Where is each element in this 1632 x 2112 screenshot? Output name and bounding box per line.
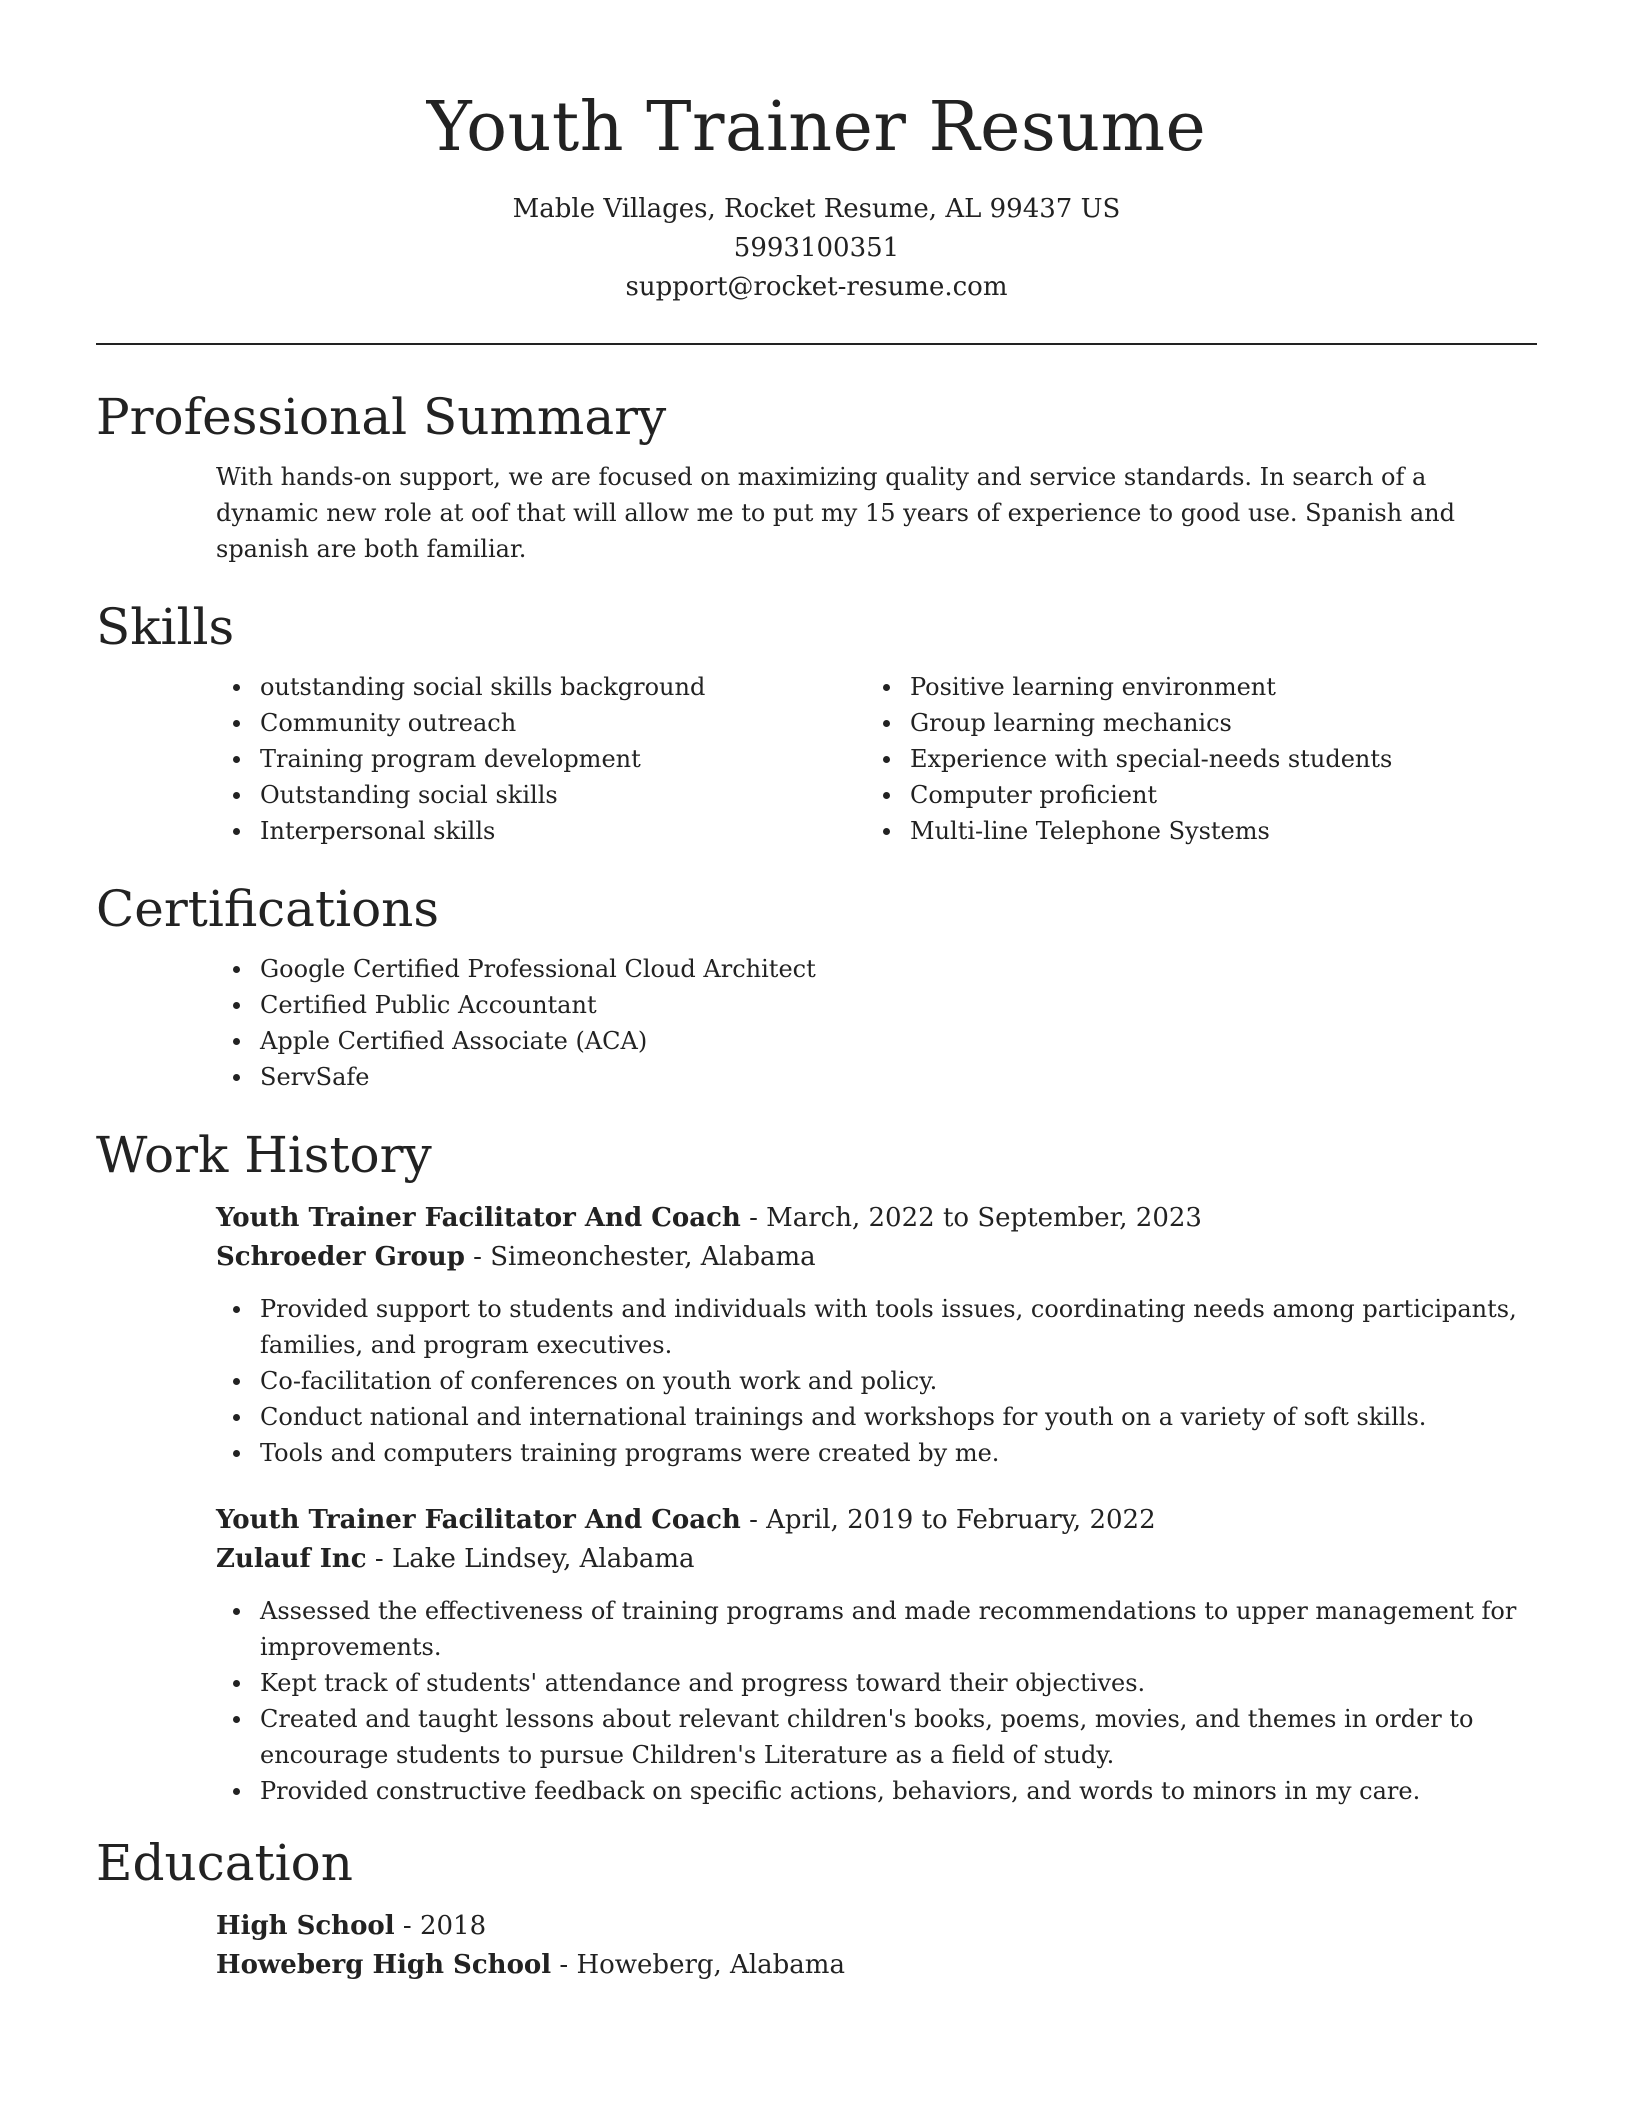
list-item: Assessed the effectiveness of training programs and made recommendations to upper management for improvements. [260, 1593, 1537, 1665]
list-item: Multi-line Telephone Systems [910, 813, 1516, 849]
list-item: Co-facilitation of conferences on youth work and policy. [260, 1363, 1537, 1399]
list-item: Certified Public Accountant [260, 987, 1537, 1023]
education-degree-line [216, 1907, 1537, 1946]
job-duties-list [216, 1291, 1537, 1471]
education-heading: Education [96, 1834, 353, 1892]
job-company: Schroeder Group [216, 1242, 465, 1272]
list-item: Outstanding social skills [260, 777, 866, 813]
list-item: outstanding social skills background [260, 669, 866, 705]
work-history-heading: Work History [96, 1126, 432, 1184]
certifications-list [216, 951, 1537, 1095]
education-section [96, 1831, 1537, 1985]
skills-list-right [866, 669, 1516, 849]
job-title-line [216, 1199, 1537, 1238]
skills-section [96, 595, 1537, 849]
contact-phone: 5993100351 [733, 233, 900, 263]
job-duties-list [216, 1593, 1537, 1809]
list-item: Created and taught lessons about relevant children's books, poems, movies, and themes in order to encourage students to pursue Children's Literature as a field of study. [260, 1701, 1537, 1773]
summary-text: With hands-on support, we are focused on maximizing quality and service standards. In search of a dynamic new role at oof that will allow me to put my 15 years of experience to good use. Spanish and spanish are both familiar. [216, 463, 1455, 563]
work-history-section [96, 1123, 1537, 1809]
list-item: Tools and computers training programs were created by me. [260, 1435, 1537, 1471]
resume-title: Youth Trainer Resume [426, 88, 1207, 167]
resume-page [96, 0, 1537, 1985]
summary-section [96, 385, 1537, 567]
list-item: Provided constructive feedback on specific actions, behaviors, and words to minors in my care. [260, 1773, 1537, 1809]
list-item: Positive learning environment [910, 669, 1516, 705]
list-item: Interpersonal skills [260, 813, 866, 849]
list-item: Group learning mechanics [910, 705, 1516, 741]
list-item: Provided support to students and individuals with tools issues, coordinating needs among participants, families, and program executives. [260, 1291, 1537, 1363]
header-divider [96, 343, 1537, 345]
contact-address: Mable Villages, Rocket Resume, AL 99437 US [512, 194, 1121, 224]
job-dates: - April, 2019 to February, 2022 [740, 1505, 1156, 1535]
job-company-line [216, 1540, 1537, 1579]
education-school: Howeberg High School [216, 1950, 552, 1980]
skills-list-left [216, 669, 866, 849]
list-item: ServSafe [260, 1059, 1537, 1095]
summary-heading: Professional Summary [96, 388, 667, 446]
job-entry [216, 1501, 1537, 1809]
job-entry [216, 1199, 1537, 1471]
list-item: Google Certified Professional Cloud Architect [260, 951, 1537, 987]
education-degree: High School [216, 1911, 395, 1941]
list-item: Kept track of students' attendance and progress toward their objectives. [260, 1665, 1537, 1701]
contact-email: support@rocket-resume.com [625, 272, 1008, 302]
list-item: Conduct national and international trainings and workshops for youth on a variety of soft skills. [260, 1399, 1537, 1435]
job-role: Youth Trainer Facilitator And Coach [216, 1203, 741, 1233]
list-item: Experience with special-needs students [910, 741, 1516, 777]
education-year: - 2018 [394, 1911, 487, 1941]
list-item: Training program development [260, 741, 866, 777]
job-role: Youth Trainer Facilitator And Coach [216, 1505, 741, 1535]
education-location: - Howeberg, Alabama [551, 1950, 845, 1980]
skills-heading: Skills [96, 598, 235, 656]
job-location: - Simeonchester, Alabama [464, 1242, 816, 1272]
list-item: Community outreach [260, 705, 866, 741]
job-title-line [216, 1501, 1537, 1540]
list-item: Computer proficient [910, 777, 1516, 813]
certifications-section [96, 877, 1537, 1095]
job-company: Zulauf Inc [216, 1544, 367, 1574]
job-company-line [216, 1238, 1537, 1277]
job-location: - Lake Lindsey, Alabama [366, 1544, 695, 1574]
list-item: Apple Certified Associate (ACA) [260, 1023, 1537, 1059]
education-school-line [216, 1946, 1537, 1985]
job-dates: - March, 2022 to September, 2023 [740, 1203, 1202, 1233]
contact-info [96, 190, 1537, 307]
certifications-heading: Certifications [96, 880, 440, 938]
resume-header [96, 0, 1537, 307]
